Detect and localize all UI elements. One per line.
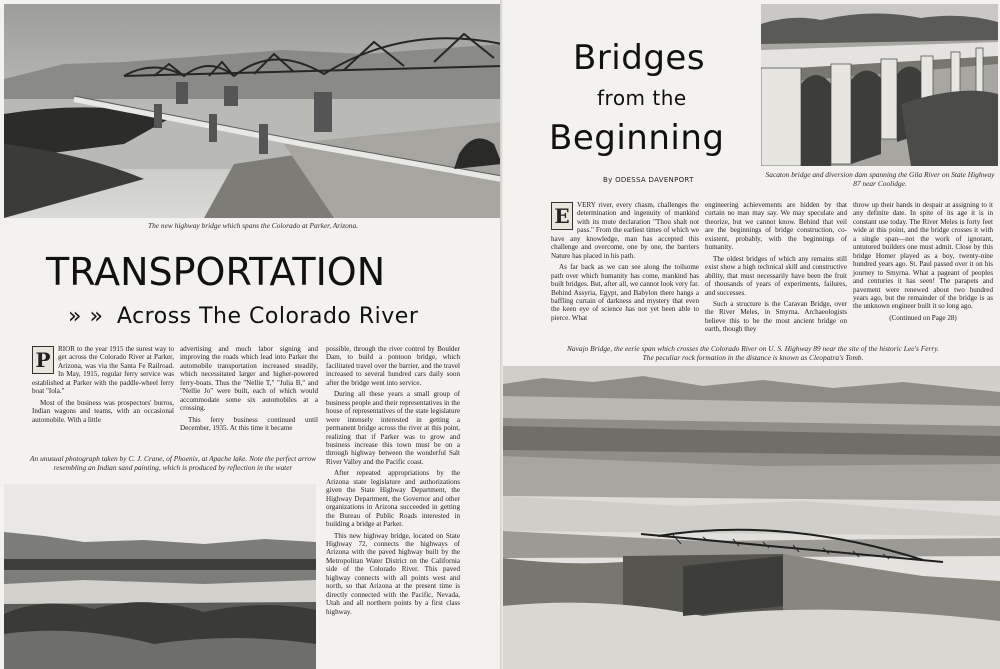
subtitle-arrows: » » xyxy=(68,304,104,329)
right-column-3 xyxy=(853,201,993,325)
right-page xyxy=(503,0,1000,669)
page-title: TRANSPORTATION xyxy=(46,250,386,294)
article-title-line-1: Bridges xyxy=(573,38,706,78)
paragraph: Most of the business was prospectors' burros, Indian wagons and teams, with an occasional automobile. With a little xyxy=(32,398,174,424)
paragraph: VERY river, every chasm, challenges the determination and ingenuity of mankind with its mute declaration "Thou shalt not pass." From the earliest times of which we have any knowledge, man has accepted this challenge and overcome, one by one, the barriers Nature has placed in his path. xyxy=(551,201,699,260)
article-title-line-3: Beginning xyxy=(549,118,725,158)
left-column-1 xyxy=(32,345,174,427)
paragraph: advertising and much labor signing and improving the roads which lead into Parker the automobile transportation increased steadily, which necessitated larger and higher-powered ferry-boats. Thus the "Nellie T," "Julia B," and "Nellie Jo" were built, each of which would accommodate some six automobiles at a crossing. xyxy=(180,345,318,413)
left-column-2 xyxy=(180,345,318,436)
byline: By ODESSA DAVENPORT xyxy=(603,176,694,184)
subtitle-text: Across The Colorado River xyxy=(116,304,419,329)
navajo-bridge-caption xyxy=(509,344,997,362)
paragraph: possible, through the river control by Boulder Dam, to build a pontoon bridge, which facilitated travel over the barrier, and the travel increased to several hundred cars daily soon after the bridge went into service. xyxy=(326,345,460,387)
paragraph: As far back as we can see along the toilsome path over which humanity has come, mankind has built bridges. But, after all, we cannot look very far. Behind Assyria, Egypt, and Babylon there hangs a baffling curtain of darkness and mystery that even the keen eye of science has not yet been able to pierce. What xyxy=(551,263,699,322)
paragraph: The oldest bridges of which any remains still exist show a high technical skill and constructive ability, that must necessarily have been the fruit of thousands of years of experiments, failures, and successes. xyxy=(705,254,847,297)
right-column-1 xyxy=(551,201,699,325)
navajo-bridge-photo xyxy=(503,366,1000,669)
navajo-caption-line-2: The peculiar rock formation in the distance is known as Cleopatra's Tomb. xyxy=(642,353,864,362)
parker-bridge-photo xyxy=(4,4,502,218)
apache-lake-photo xyxy=(4,484,316,669)
dropcap-p: P xyxy=(32,346,54,374)
sacaton-bridge-photo xyxy=(761,4,998,166)
paragraph: Such a structure is the Caravan Bridge, over the River Meles, in Smyrna. Archaeologists believe this to be the most ancient bridge on earth, though they xyxy=(705,299,847,334)
navajo-caption-line-1: Navajo Bridge, the eerie span which crosses the Colorado River on U. S. Highway 89 near the site of the historic Lee's Ferry. xyxy=(566,344,940,353)
article-title-line-2: from the xyxy=(597,86,687,110)
paragraph: During all these years a small group of business people and their representatives in the house of representatives of the state legislature were intensely interested in getting a permanent bridge across the river at this point, realizing that if Parker was to grow and business increase this town must be on a through highway between the wonderful Salt River Valley and the Pacific coast. xyxy=(326,390,460,466)
paragraph: After repeated appropriations by the Arizona state legislature and authorizations given the State Highway Department, the Highway Department, the Governor and other organizations in Arizona succeeded in getting the Bureau of Public Roads interested in building a bridge at Parker. xyxy=(326,469,460,529)
paragraph: throw up their hands in despair at assigning to it any definite date. In spite of its age it is in constant use today. The River Meles is forty feet wide at this point, and the bridge crosses it with a single span—not the work of ignorant, untutored builders one must admit. Close by this bridge Homer played as a boy, twenty-nine hundred years ago. St. Paul passed over it on his journey to Smyrna. What a pageant of peoples and centuries it has seen! The parapets and pavement were renewed about two hundred years ago, but the remainder of the bridge is as the unknown engineer built it so long ago. xyxy=(853,201,993,311)
paragraph: This new highway bridge, located on State Highway 72, connects the highways of Arizona with the paved highway built by the Metropolitan Water District on the California side of the Colorado River. This paved highway connects with all points west and north, so that Arizona at the present time is directly connected with the Pacific, Nevada, Utah and all northern points by a first class highway. xyxy=(326,531,460,616)
parker-bridge-caption: The new highway bridge which spans the Colorado at Parker, Arizona. xyxy=(147,221,359,230)
right-column-2 xyxy=(705,201,847,337)
dropcap-e: E xyxy=(551,202,573,230)
apache-lake-caption: An unusual photograph taken by C. J. Crane, of Phoenix, at Apache lake. Note the perfect arrow resembling an Indian sand painting, which is produced by reflection in the water xyxy=(30,454,316,472)
paragraph: RIOR to the year 1915 the surest way to get across the Colorado River at Parker, Arizona, was via the Santa Fe Railroad. In May, 1915, regular ferry service was established at Parker with the paddle-wheel ferry boat "Iola." xyxy=(32,345,174,396)
paragraph: This ferry business continued until December, 1935. At this time it became xyxy=(180,415,318,433)
page-subtitle xyxy=(68,304,418,330)
left-column-3 xyxy=(326,345,460,619)
paragraph: engineering achievements are hidden by that curtain no man may say. We may speculate and theorize, but we cannot know. Behind that veil are the beginnings of bridge construction, co-existent, probably, with the beginnings of humanity. xyxy=(705,201,847,252)
sacaton-bridge-caption: Sacaton bridge and diversion dam spanning the Gila River on State Highway 87 near Coolidge. xyxy=(765,170,995,188)
continued-note: (Continued on Page 28) xyxy=(889,313,957,322)
